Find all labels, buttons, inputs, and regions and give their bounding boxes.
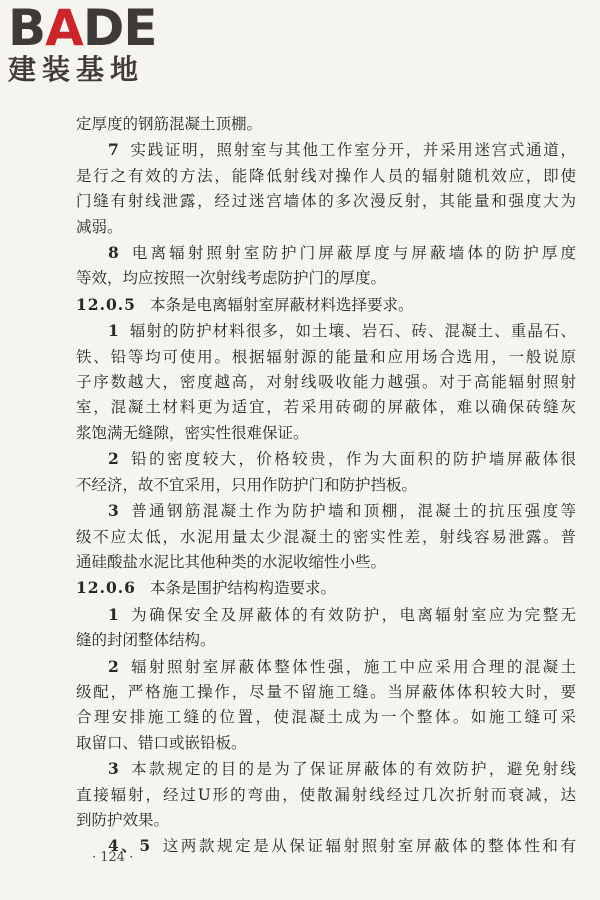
line-text: 等效，均应按照一次射线考虑防护门的厚度。 [76,269,387,288]
text-line [76,446,576,472]
line-text: 是行之有效的方法，能降低射线对操作人员的辐射随机效应，即使 [76,166,576,185]
logo-letters-de: DE [82,0,157,57]
text-line [76,421,576,446]
line-text: 为确保安全及屏蔽体的有效防护，电离辐射室应为完整无 [128,605,576,624]
text-line [76,189,576,214]
document-body [76,112,576,860]
item-number: 4、5 [108,836,151,856]
logo-letter-b: B [8,0,46,57]
item-number: 2 [108,656,119,676]
text-line [76,318,576,344]
text-line [76,575,576,601]
text-line [76,550,576,575]
line-text: 本条是电离辐射室屏蔽材料选择要求。 [149,295,414,314]
item-number: 3 [108,759,119,779]
line-text: 辐射照射室屏蔽体整体性强，施工中应采用合理的混凝土 [128,657,576,676]
text-line [76,628,576,653]
text-line [76,808,576,833]
logo-wordmark [8,0,178,57]
text-line [76,345,576,370]
clause-number: 12.0.6 [76,578,136,598]
text-line [76,112,576,137]
line-text: 级不应太低，水泥用量太少混凝土的密实性差，射线容易泄露。普 [76,527,576,546]
text-line [76,215,576,240]
item-number: 1 [108,604,119,624]
text-line [76,498,576,524]
line-text: 减弱。 [76,217,123,236]
line-text: 合理安排施工缝的位置，使混凝土成为一个整体。如施工缝可采 [76,708,576,727]
text-line [76,370,576,395]
bade-logo [8,0,178,86]
text-line [76,292,576,318]
logo-subtitle: 建装基地 [8,53,145,86]
text-line [76,525,576,550]
logo-letter-a: A [45,0,83,57]
item-number: 3 [108,501,119,521]
text-line [76,705,576,730]
line-text: 本款规定的目的是为了保证屏蔽体的有效防护，避免射线 [128,760,576,779]
text-line [76,602,576,628]
line-text: 子序数越大，密度越高，对射线吸收能力越强。对于高能辐射照射 [76,373,576,392]
clause-number: 12.0.5 [76,294,136,314]
text-line [76,680,576,705]
line-text: 普通钢筋混凝土作为防护墙和顶棚，混凝土的抗压强度等 [128,502,576,521]
item-number: 1 [108,321,119,341]
line-text: 这两款规定是从保证辐射照射室屏蔽体的整体性和有 [160,837,576,856]
line-text: 直接辐射，经过U形的弯曲，使散漏射线经过几次折射而衰减，达 [76,785,576,804]
line-text: 铅的密度较大，价格较贵，作为大面积的防护墙屏蔽体很 [128,450,576,469]
text-line [76,654,576,680]
line-text: 门缝有射线泄露，经过迷宫墙体的多次漫反射，其能量和强度大为 [76,192,576,211]
line-text: 到防护效果。 [76,810,170,829]
text-line [76,395,576,420]
line-text: 级配，严格施工操作，尽量不留施工缝。当屏蔽体体积较大时，要 [76,682,576,701]
item-number: 7 [108,140,119,160]
text-line [76,164,576,189]
line-text: 通硅酸盐水泥比其他种类的水泥收缩性小些。 [76,552,387,571]
text-line [76,473,576,498]
line-text: 不经济，故不宜采用，只用作防护门和防护挡板。 [76,475,418,494]
text-line [76,756,576,782]
line-text: 电离辐射照射室防护门屏蔽厚度与屏蔽墙体的防护厚度 [128,244,576,263]
text-line [76,137,576,163]
item-number: 8 [108,243,119,263]
page-number: · 124 · [92,850,134,865]
text-line [76,731,576,756]
line-text: 实践证明，照射室与其他工作室分开，并采用迷宫式通道， [128,141,576,160]
line-text: 缝的封闭整体结构。 [76,631,216,650]
line-text: 本条是围护结构构造要求。 [149,579,336,598]
text-line [76,783,576,808]
text-line [76,240,576,266]
text-line [76,833,576,859]
line-text: 取留口、错口或嵌铅板。 [76,733,247,752]
text-line [76,266,576,291]
line-text: 辐射的防护材料很多，如土壤、岩石、砖、混凝土、重晶石、 [128,322,576,341]
line-text: 室，混凝土材料更为适宜，若采用砖砌的屏蔽体，难以确保砖缝灰 [76,398,576,417]
line-text: 浆饱满无缝隙，密实性很难保证。 [76,423,309,442]
line-text: 铁、铅等均可使用。根据辐射源的能量和应用场合选用，一般说原 [76,347,576,366]
item-number: 2 [108,449,119,469]
line-text: 定厚度的钢筋混凝土顶棚。 [76,115,263,133]
